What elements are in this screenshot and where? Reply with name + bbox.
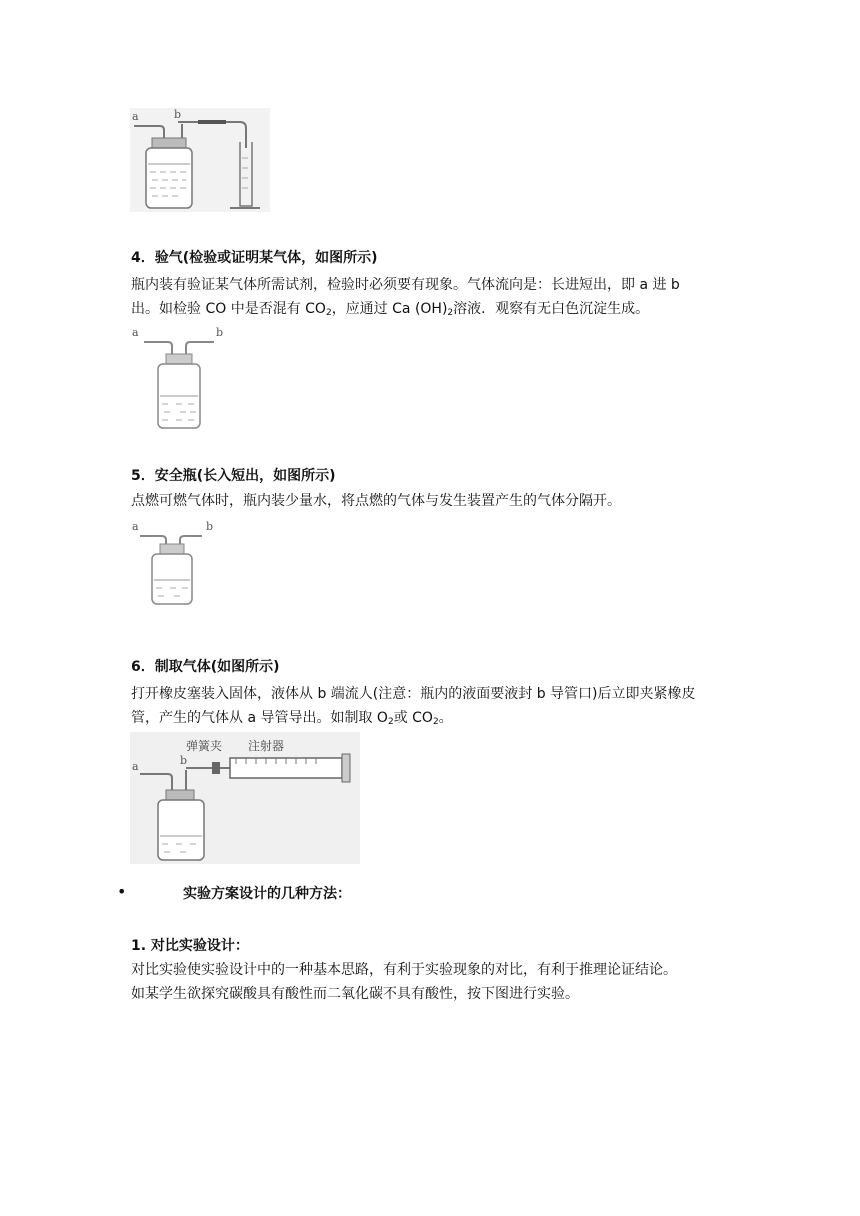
- section4-line1: 瓶内装有验证某气体所需试剂，检验时必须要有现象。气体流向是：长进短出，即 a 进 b: [131, 277, 680, 293]
- section4-line2-sub2: 2: [447, 308, 454, 318]
- section6-line2-sub2: 2: [432, 717, 439, 727]
- section6-paragraph: [131, 682, 731, 734]
- section4-line2-sub: 2: [325, 308, 332, 318]
- section6-line2-sub: 2: [387, 717, 394, 727]
- section4-line2: [131, 297, 731, 325]
- fig4-label-b: b: [216, 326, 224, 339]
- figure-gas-generation-syringe: [130, 732, 360, 864]
- method1-line2: 如某学生欲探究碳酸具有酸性而二氧化碳不具有酸性，按下图进行实验。: [131, 986, 579, 1002]
- figure-gas-test-bottle: [130, 324, 230, 430]
- fig1-label-b: b: [174, 108, 182, 121]
- method1-heading: 1. 对比实验设计：: [131, 938, 249, 954]
- section6-line2-pre: 管，产生的气体从 a 导管导出。如制取 O: [131, 710, 388, 726]
- fig6-label-b: b: [180, 754, 188, 767]
- bullet-heading: 实验方案设计的几种方法：: [183, 886, 351, 902]
- bullet-dot: •: [117, 882, 127, 901]
- section4-line2-post: 溶液．观察有无白色沉淀生成。: [453, 301, 650, 317]
- section4-line2-pre: 出。如检验 CO 中是否混有 CO: [131, 301, 326, 317]
- fig1-label-a: a: [132, 110, 139, 123]
- section6-heading: 6．制取气体(如图所示): [131, 659, 280, 675]
- fig6-label-syringe: 注射器: [248, 739, 285, 753]
- method1-line1: 对比实验使实验设计中的一种基本思路，有利于实验现象的对比，有利于推理论证结论。: [131, 962, 677, 978]
- section4-paragraph: [131, 273, 731, 325]
- fig5-label-b: b: [206, 520, 214, 533]
- section6-line2: [131, 706, 731, 734]
- figure-safety-bottle: [130, 518, 220, 608]
- section6-line1: 打开橡皮塞装入固体，液体从 b 端流人(注意：瓶内的液面要液封 b 导管口)后立即夹紧橡皮: [131, 686, 696, 702]
- section4-line2-mid: ，应通过 Ca (OH): [331, 301, 448, 317]
- section4-heading: 4．验气(检验或证明某气体，如图所示): [131, 250, 378, 266]
- section5-line1: 点燃可燃气体时，瓶内装少量水，将点燃的气体与发生装置产生的气体分隔开。: [131, 493, 621, 509]
- fig6-label-a: a: [132, 760, 139, 773]
- section6-line2-post: 。: [438, 710, 453, 726]
- figure-bottle-cylinder: [130, 108, 270, 212]
- fig6-label-clip: 弹簧夹: [186, 739, 223, 753]
- method1-paragraph: [131, 958, 731, 1006]
- section5-heading: 5．安全瓶(长入短出，如图所示): [131, 468, 336, 484]
- fig5-label-a: a: [132, 520, 139, 533]
- section6-line2-mid: 或 CO: [393, 710, 433, 726]
- fig4-label-a: a: [132, 326, 139, 339]
